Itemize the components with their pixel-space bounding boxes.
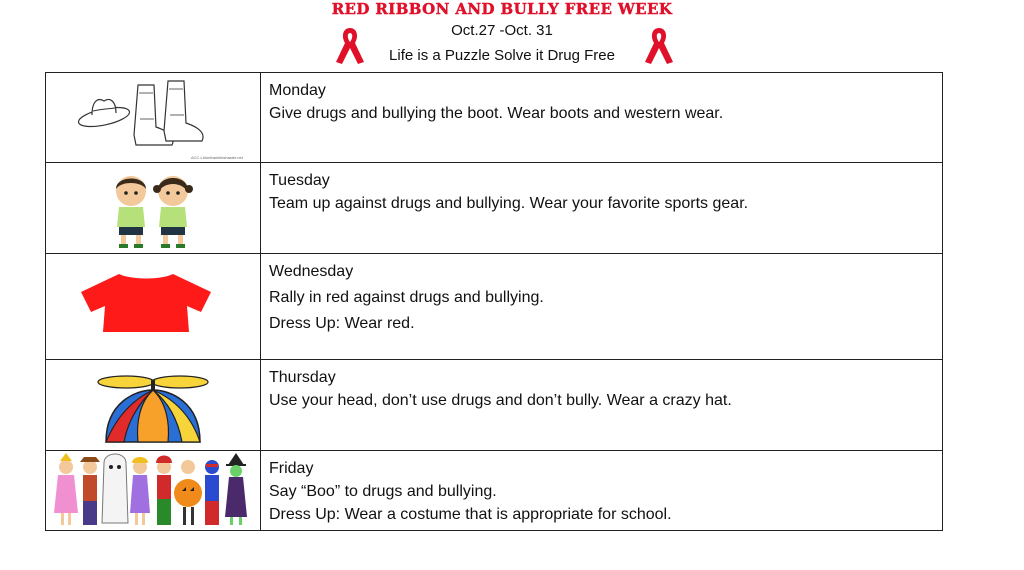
day-description: Dress Up: Wear a costume that is appropriate for school. bbox=[269, 506, 672, 523]
day-description: Team up against drugs and bullying. Wear your favorite sports gear. bbox=[269, 195, 749, 212]
table-row bbox=[46, 254, 943, 360]
cowboy-hat-and-boots-icon bbox=[76, 79, 236, 159]
day-description: Say “Boo” to drugs and bullying. bbox=[269, 483, 497, 500]
day-label: Thursday bbox=[269, 369, 336, 386]
image-cell bbox=[46, 360, 261, 451]
slogan: Life is a Puzzle Solve it Drug Free bbox=[389, 47, 615, 64]
red-tshirt-icon bbox=[79, 272, 213, 334]
day-description: Use your head, don’t use drugs and don’t bully. Wear a crazy hat. bbox=[269, 392, 732, 409]
red-ribbon-icon bbox=[642, 26, 676, 66]
day-description: Give drugs and bullying the boot. Wear boots and western wear. bbox=[269, 105, 724, 122]
event-dates: Oct.27 -Oct. 31 bbox=[451, 22, 553, 39]
red-ribbon-icon bbox=[333, 26, 367, 66]
description-cell bbox=[261, 360, 943, 451]
propeller-hat-icon bbox=[96, 372, 210, 448]
image-cell bbox=[46, 163, 261, 254]
description-cell bbox=[261, 73, 943, 163]
image-credit: ACC.Lirlonfranklinshaster.net bbox=[191, 155, 243, 160]
description-cell bbox=[261, 163, 943, 254]
day-label: Wednesday bbox=[269, 263, 354, 280]
day-label: Tuesday bbox=[269, 172, 330, 189]
costumed-kids-icon bbox=[52, 453, 252, 529]
table-row bbox=[46, 163, 943, 254]
description-cell bbox=[261, 451, 943, 531]
table-row bbox=[46, 451, 943, 531]
image-cell bbox=[46, 451, 261, 531]
image-cell bbox=[46, 254, 261, 360]
day-description: Rally in red against drugs and bullying. bbox=[269, 289, 544, 306]
day-label: Monday bbox=[269, 82, 326, 99]
page-title: RED RIBBON AND BULLY FREE WEEK bbox=[331, 0, 673, 18]
day-description: Dress Up: Wear red. bbox=[269, 315, 415, 332]
table-row bbox=[46, 73, 943, 163]
two-kids-icon bbox=[103, 171, 203, 251]
weekly-schedule-table bbox=[45, 72, 943, 531]
table-row bbox=[46, 360, 943, 451]
day-label: Friday bbox=[269, 460, 314, 477]
description-cell bbox=[261, 254, 943, 360]
image-cell bbox=[46, 73, 261, 163]
